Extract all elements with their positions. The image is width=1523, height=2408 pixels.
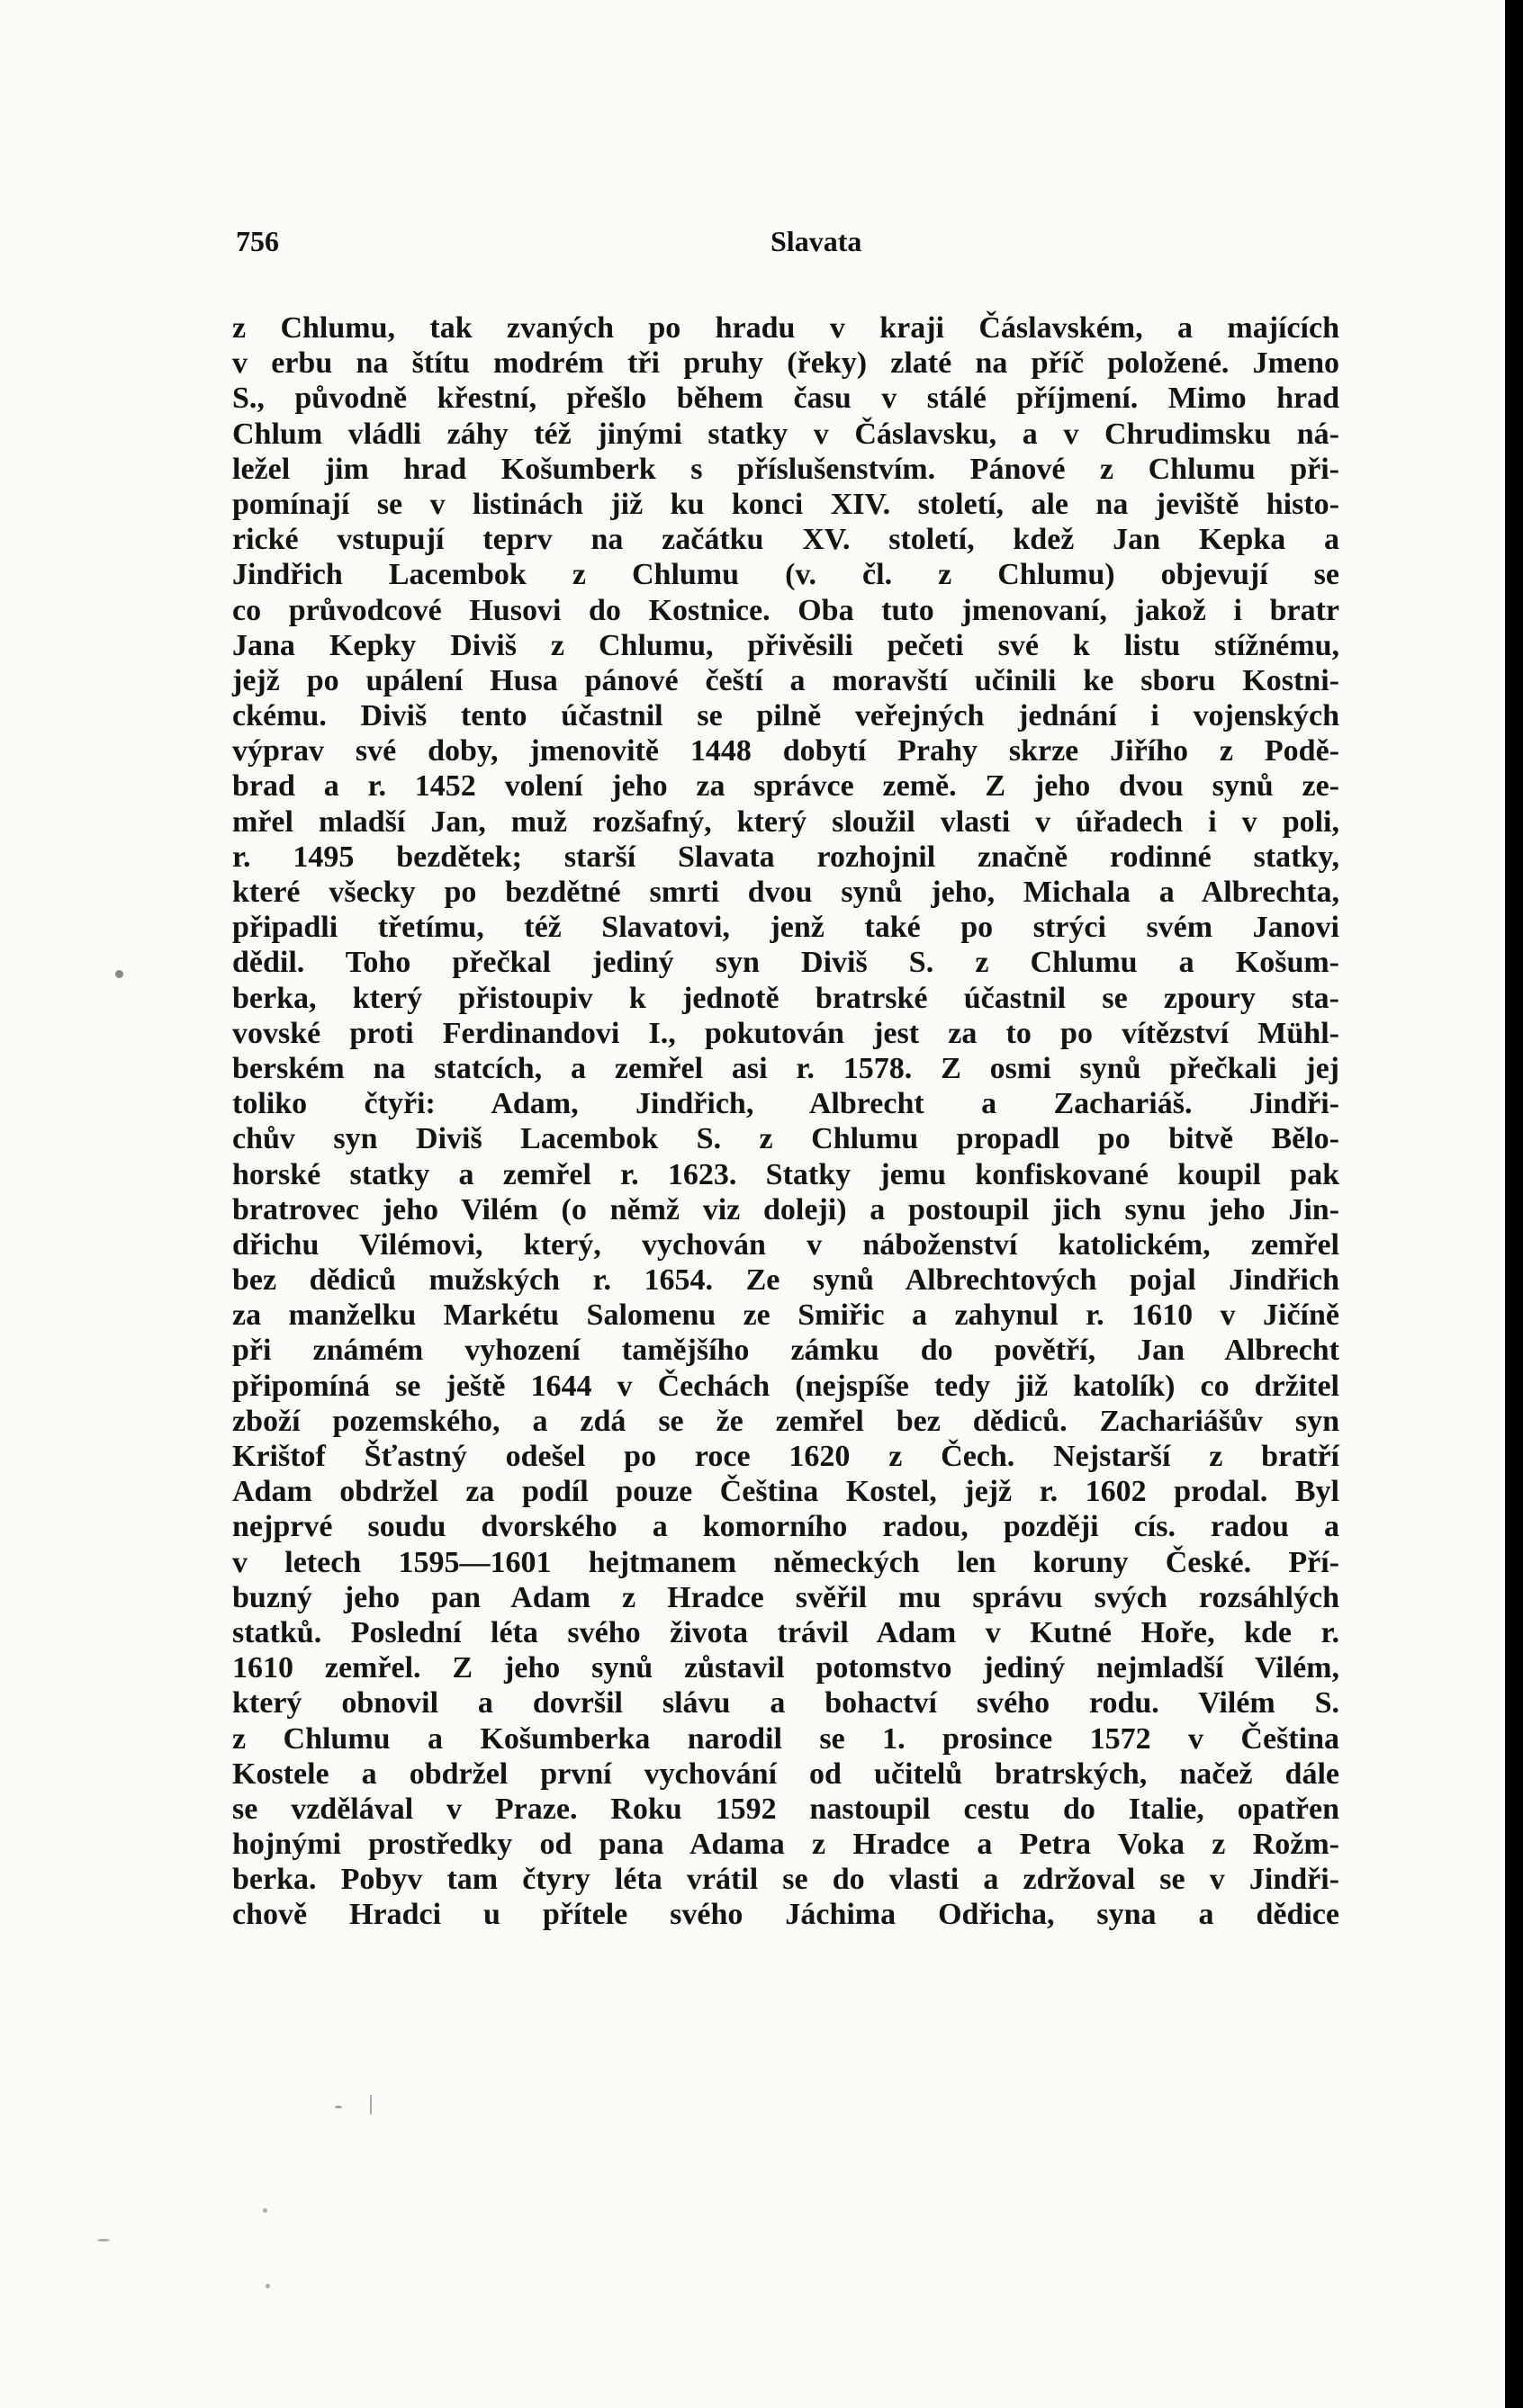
- text-line: v letech 1595—1601 hejtmanem německých len koruny České. Pří-: [232, 1545, 1339, 1579]
- text-line: berka, který přistoupiv k jednotě bratrské účastnil se zpoury sta-: [232, 981, 1339, 1015]
- text-line: r. 1495 bezdětek; starší Slavata rozhojnil značně rodinné statky,: [232, 840, 1339, 874]
- paper-speck: [266, 2284, 270, 2288]
- paper-speck: [97, 2239, 110, 2242]
- text-line: Krištof Šťastný odešel po roce 1620 z Čech. Nejstarší z bratří: [232, 1440, 1339, 1473]
- paper-speck: [263, 2208, 267, 2213]
- text-line: vovské proti Ferdinandovi I., pokutován jest za to po vítězství Mühl-: [232, 1016, 1339, 1050]
- text-line: z Chlumu, tak zvaných po hradu v kraji Čáslavském, a majících: [232, 311, 1339, 345]
- body-text: [232, 310, 1339, 1933]
- text-line: jejž po upálení Husa pánové čeští a moravští učinili ke sboru Kostni-: [232, 663, 1339, 697]
- text-line: S., původně křestní, přešlo během času v stálé příjmení. Mimo hrad: [232, 382, 1339, 416]
- text-line: berském na statcích, a zemřel asi r. 1578. Z osmi synů přečkali jej: [232, 1051, 1339, 1085]
- text-line: připadli třetímu, též Slavatovi, jenž také po strýci svém Janovi: [232, 911, 1339, 945]
- text-line: výprav své doby, jmenovitě 1448 dobytí Prahy skrze Jiřího z Podě-: [232, 734, 1339, 768]
- page-number: 756: [236, 225, 279, 257]
- text-line: buzný jeho pan Adam z Hradce svěřil mu správu svých rozsáhlých: [232, 1580, 1339, 1614]
- paper-speck: [115, 970, 123, 978]
- text-line: které všecky po bezdětné smrti dvou synů jeho, Michala a Albrechta,: [232, 876, 1339, 909]
- text-line: za manželku Markétu Salomenu ze Smiřic a zahynul r. 1610 v Jičíně: [232, 1298, 1339, 1333]
- text-line: Kostele a obdržel první vychování od učitelů bratrských, načež dále: [232, 1757, 1339, 1791]
- text-line: chův syn Diviš Lacembok S. z Chlumu propadl po bitvě Bělo-: [232, 1122, 1339, 1156]
- text-line: v erbu na štítu modrém tři pruhy (řeky) zlaté na příč položené. Jmeno: [232, 346, 1339, 381]
- text-line: co průvodcové Husovi do Kostnice. Oba tuto jmenovaní, jakož i bratr: [232, 593, 1339, 627]
- text-line: ležel jim hrad Košumberk s příslušenstvím. Pánové z Chlumu při-: [232, 452, 1339, 486]
- paper-speck: [370, 2095, 372, 2115]
- text-line: berka. Pobyv tam čtyry léta vrátil se do vlasti a zdržoval se v Jindři-: [232, 1863, 1339, 1897]
- text-line: toliko čtyři: Adam, Jindřich, Albrecht a Zachariáš. Jindři-: [232, 1087, 1339, 1121]
- text-line: hojnými prostředky od pana Adama z Hradce a Petra Voka z Rožm-: [232, 1828, 1339, 1862]
- running-title: Slavata: [771, 225, 862, 257]
- text-line: ckému. Diviš tento účastnil se pilně veřejných jednání i vojenských: [232, 699, 1339, 733]
- text-line: nejprvé soudu dvorského a komorního radou, později cís. radou a: [232, 1510, 1339, 1544]
- text-line: který obnovil a dovršil slávu a bohactví svého rodu. Vilém S.: [232, 1686, 1339, 1721]
- text-line: dřichu Vilémovi, který, vychován v náboženství katolickém, zemřel: [232, 1227, 1339, 1262]
- scan-border: [1505, 0, 1523, 2408]
- text-line: brad a r. 1452 volení jeho za správce země. Z jeho dvou synů ze-: [232, 769, 1339, 804]
- text-line: Jindřich Lacembok z Chlumu (v. čl. z Chlumu) objevují se: [232, 558, 1339, 592]
- text-line: se vzdělával v Praze. Roku 1592 nastoupil cestu do Italie, opatřen: [232, 1792, 1339, 1826]
- text-line: mřel mladší Jan, muž rozšafný, který sloužil vlasti v úřadech i v poli,: [232, 804, 1339, 839]
- text-line: 1610 zemřel. Z jeho synů zůstavil potomstvo jediný nejmladší Vilém,: [232, 1651, 1339, 1685]
- text-line: bratrovec jeho Vilém (o němž viz doleji) a postoupil jich synu jeho Jin-: [232, 1192, 1339, 1226]
- text-line: Chlum vládli záhy též jinými statky v Čáslavsku, a v Chrudimsku ná-: [232, 417, 1339, 451]
- text-line: připomíná se ještě 1644 v Čechách (nejspíše tedy již katolík) co držitel: [232, 1369, 1339, 1403]
- text-line: z Chlumu a Košumberka narodil se 1. prosince 1572 v Čeština: [232, 1721, 1339, 1756]
- text-line: Adam obdržel za podíl pouze Čeština Kostel, jejž r. 1602 prodal. Byl: [232, 1475, 1339, 1509]
- text-line: chově Hradci u přítele svého Jáchima Odřicha, syna a dědice: [232, 1898, 1339, 1932]
- text-line: Jana Kepky Diviš z Chlumu, přivěsili pečeti své k listu stížnému,: [232, 628, 1339, 662]
- text-line: horské statky a zemřel r. 1623. Statky jemu konfiskované koupil pak: [232, 1157, 1339, 1191]
- text-line: statků. Poslední léta svého života trávil Adam v Kutné Hoře, kde r.: [232, 1615, 1339, 1649]
- text-line: zboží pozemského, a zdá se že zemřel bez dědiců. Zachariášův syn: [232, 1404, 1339, 1438]
- text-line: rické vstupují teprv na začátku XV. století, kdež Jan Kepka a: [232, 523, 1339, 557]
- paper-speck: [335, 2106, 342, 2108]
- text-line: pomínají se v listinách již ku konci XIV. století, ale na jeviště histo-: [232, 487, 1339, 521]
- text-line: při známém vyhození tamějšího zámku do povětří, Jan Albrecht: [232, 1334, 1339, 1368]
- text-line: dědil. Toho přečkal jediný syn Diviš S. z Chlumu a Košum-: [232, 946, 1339, 980]
- text-line: bez dědiců mužských r. 1654. Ze synů Albrechtových pojal Jindřich: [232, 1263, 1339, 1298]
